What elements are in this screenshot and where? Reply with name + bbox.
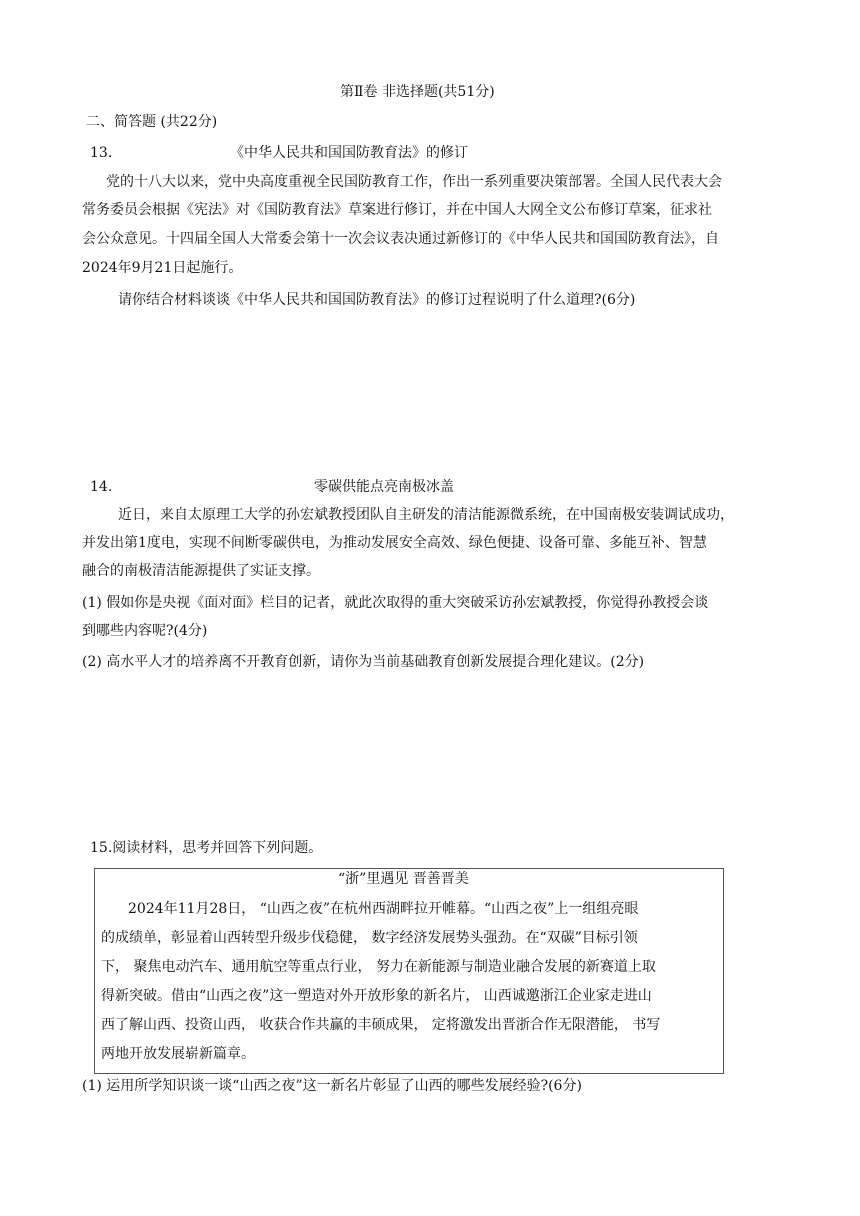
q14-number: 14. <box>90 479 113 495</box>
q13-material-line-2: 常务委员会根据《宪法》对《国防教育法》草案进行修订，并在中国人大网全文公布修订草案，征求社 <box>82 202 712 218</box>
part-heading: 二、简答题 (共22分) <box>86 114 218 130</box>
q14-sub2: (2) 高水平人才的培养离不开教育创新，请你为当前基础教育创新发展提合理化建议。(2分) <box>82 654 645 670</box>
q15-box-line-4: 得新突破。借由“山西之夜”这一塑造对外开放形象的新名片， 山西诚邀浙江企业家走进山 <box>101 988 652 1004</box>
q14-material-line-2: 并发出第1度电，实现不间断零碳供电，为推动发展安全高效、绿色便捷、设备可靠、多能互补、智慧 <box>82 535 707 551</box>
q13-question: 请你结合材料谈谈《中华人民共和国国防教育法》的修订过程说明了什么道理?(6分) <box>118 292 636 308</box>
q14-title: 零碳供能点亮南极冰盖 <box>314 479 454 495</box>
q15-box-line-2: 的成绩单，彰显着山西转型升级步伐稳健， 数字经济发展势头强劲。在“双碳”目标引领 <box>101 930 638 946</box>
q14-sub1-line-1: (1) 假如你是央视《面对面》栏目的记者，就此次取得的重大突破采访孙宏斌教授，你觉得孙教授会谈 <box>82 595 709 611</box>
q14-material-line-3: 融合的南极清洁能源提供了实证支撑。 <box>82 563 320 579</box>
q13-material-line-1: 党的十八大以来，党中央高度重视全民国防教育工作，作出一系列重要决策部署。全国人民代表大会 <box>106 174 722 190</box>
q14-material-line-1: 近日，来自太原理工大学的孙宏斌教授团队自主研发的清洁能源微系统，在中国南极安装调试成功， <box>118 507 734 523</box>
q15-box-line-5: 西了解山西、投资山西， 收获合作共赢的丰硕成果， 定将激发出晋浙合作无限潜能， 书写 <box>101 1017 661 1033</box>
q15-sub1: (1) 运用所学知识谈一谈“山西之夜”这一新名片彰显了山西的哪些发展经验?(6分) <box>82 1078 582 1094</box>
q15-box-line-6: 两地开放发展崭新篇章。 <box>101 1046 255 1062</box>
q13-number: 13. <box>90 145 113 161</box>
q15-intro: 15.阅读材料，思考并回答下列问题。 <box>90 840 323 856</box>
q15-box-title: “浙”里遇见 晋善晋美 <box>338 871 469 887</box>
q13-title: 《中华人民共和国国防教育法》的修订 <box>230 145 468 161</box>
q13-material-line-4: 2024年9月21日起施行。 <box>82 260 243 276</box>
q15-box-line-1: 2024年11月28日， “山西之夜”在杭州西湖畔拉开帷幕。“山西之夜”上一组组亮眼 <box>128 901 639 917</box>
q15-box-line-3: 下， 聚焦电动汽车、通用航空等重点行业， 努力在新能源与制造业融合发展的新赛道上取 <box>101 959 656 975</box>
section-title: 第Ⅱ卷 非选择题(共51分) <box>340 84 495 100</box>
q14-sub1-line-2: 到哪些内容呢?(4分) <box>82 623 208 639</box>
q13-material-line-3: 会公众意见。十四届全国人大常委会第十一次会议表决通过新修订的《中华人民共和国国防教育法》，自 <box>82 231 719 247</box>
